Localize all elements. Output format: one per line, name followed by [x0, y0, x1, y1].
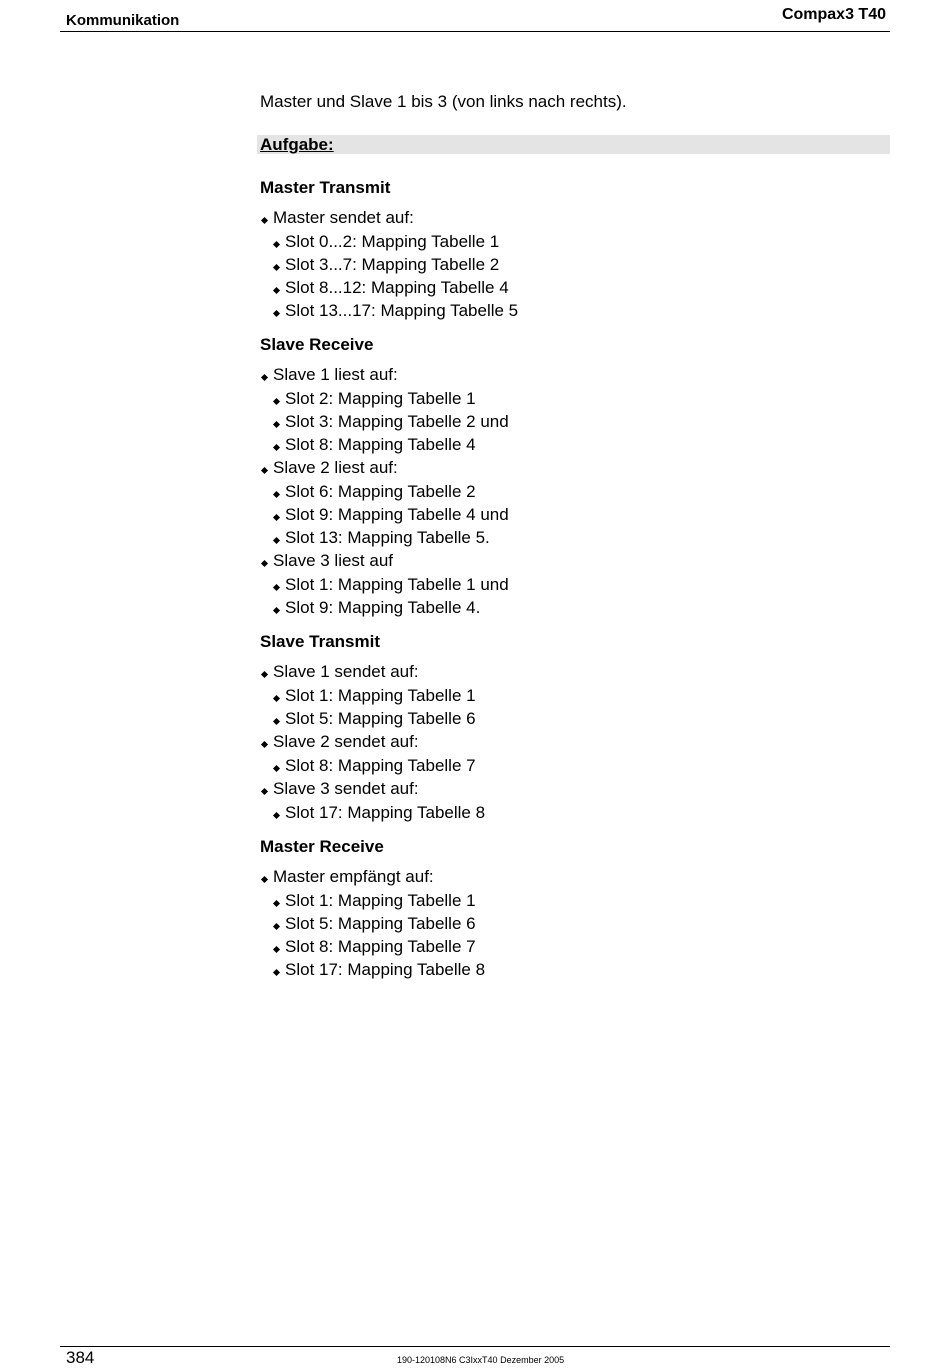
task-heading: Aufgabe:: [260, 135, 334, 154]
header-section-title: Kommunikation: [66, 12, 180, 29]
sub-bullet-list: [260, 803, 890, 823]
sub-list-item: [272, 937, 890, 957]
sub-list-item-text: Slot 8: Mapping Tabelle 4: [285, 435, 476, 454]
sub-list-item-text: Slot 17: Mapping Tabelle 8: [285, 803, 486, 822]
diamond-bullet-icon: [273, 513, 280, 520]
bullet-list: [260, 867, 890, 980]
bullet-list: [260, 365, 890, 618]
sub-list-item-text: Slot 13...17: Mapping Tabelle 5: [285, 301, 519, 320]
diamond-bullet-icon: [273, 968, 280, 975]
sub-list-item-text: Slot 8...12: Mapping Tabelle 4: [285, 278, 509, 297]
diamond-bullet-icon: [273, 922, 280, 929]
sub-list-item-text: Slot 2: Mapping Tabelle 1: [285, 389, 476, 408]
sub-list-item-text: Slot 3...7: Mapping Tabelle 2: [285, 255, 500, 274]
diamond-bullet-icon: [273, 240, 280, 247]
header-product-title: Compax3 T40: [781, 6, 886, 23]
diamond-bullet-icon: [273, 583, 280, 590]
section-title: Slave Transmit: [260, 632, 381, 651]
sub-list-item: [272, 255, 890, 275]
sub-list-item: [272, 278, 890, 298]
sub-bullet-list: [260, 482, 890, 548]
list-item: [260, 551, 890, 618]
diamond-bullet-icon: [273, 717, 280, 724]
document-id: 190-120108N6 C3IxxT40 Dezember 2005: [397, 1355, 565, 1365]
page-number: 384: [66, 1348, 95, 1367]
diamond-bullet-icon: [273, 694, 280, 701]
sub-list-item: [272, 891, 890, 911]
diamond-bullet-icon: [273, 286, 280, 293]
diamond-bullet-icon: [261, 216, 268, 223]
sub-list-item-text: Slot 17: Mapping Tabelle 8: [285, 960, 486, 979]
sub-list-item-text: Slot 5: Mapping Tabelle 6: [285, 914, 476, 933]
diamond-bullet-icon: [273, 309, 280, 316]
sub-list-item-text: Slot 6: Mapping Tabelle 2: [285, 482, 476, 501]
intro-text: Master und Slave 1 bis 3 (von links nach rechts).: [260, 92, 627, 111]
list-item-text: Slave 1 sendet auf:: [273, 662, 419, 681]
sub-list-item-text: Slot 8: Mapping Tabelle 7: [285, 756, 476, 775]
sub-list-item-text: Slot 1: Mapping Tabelle 1: [285, 891, 476, 910]
sub-list-item-text: Slot 13: Mapping Tabelle 5.: [285, 528, 490, 547]
sub-bullet-list: [260, 686, 890, 729]
diamond-bullet-icon: [273, 420, 280, 427]
sub-list-item: [272, 914, 890, 934]
list-item-text: Slave 3 sendet auf:: [273, 779, 419, 798]
list-item-text: Slave 3 liest auf: [273, 551, 394, 570]
diamond-bullet-icon: [261, 670, 268, 677]
diamond-bullet-icon: [273, 606, 280, 613]
diamond-bullet-icon: [273, 945, 280, 952]
diamond-bullet-icon: [261, 740, 268, 747]
sub-list-item: [272, 598, 890, 618]
diamond-bullet-icon: [261, 373, 268, 380]
diamond-bullet-icon: [273, 899, 280, 906]
list-item: [260, 208, 890, 321]
diamond-bullet-icon: [261, 559, 268, 566]
sub-list-item: [272, 960, 890, 980]
diamond-bullet-icon: [273, 811, 280, 818]
diamond-bullet-icon: [261, 787, 268, 794]
sub-list-item: [272, 232, 890, 252]
sub-list-item: [272, 575, 890, 595]
sub-bullet-list: [260, 891, 890, 980]
sub-list-item: [272, 389, 890, 409]
diamond-bullet-icon: [261, 466, 268, 473]
sections-container: [260, 178, 890, 980]
sub-list-item: [272, 482, 890, 502]
header-divider: [60, 31, 890, 32]
sub-list-item-text: Slot 5: Mapping Tabelle 6: [285, 709, 476, 728]
sub-bullet-list: [260, 389, 890, 455]
sub-list-item-text: Slot 9: Mapping Tabelle 4.: [285, 598, 481, 617]
list-item: [260, 732, 890, 776]
sub-list-item: [272, 528, 890, 548]
sub-list-item-text: Slot 1: Mapping Tabelle 1 und: [285, 575, 509, 594]
diamond-bullet-icon: [273, 263, 280, 270]
diamond-bullet-icon: [273, 764, 280, 771]
sub-list-item: [272, 505, 890, 525]
bullet-list: [260, 208, 890, 321]
list-item-text: Slave 1 liest auf:: [273, 365, 398, 384]
list-item-text: Slave 2 sendet auf:: [273, 732, 419, 751]
sub-list-item-text: Slot 8: Mapping Tabelle 7: [285, 937, 476, 956]
sub-list-item: [272, 412, 890, 432]
sub-list-item: [272, 301, 890, 321]
footer-divider: [60, 1346, 890, 1347]
sub-list-item: [272, 709, 890, 729]
list-item-text: Master empfängt auf:: [273, 867, 434, 886]
sub-list-item-text: Slot 0...2: Mapping Tabelle 1: [285, 232, 500, 251]
sub-list-item: [272, 435, 890, 455]
diamond-bullet-icon: [273, 397, 280, 404]
sub-bullet-list: [260, 232, 890, 321]
diamond-bullet-icon: [261, 875, 268, 882]
list-item: [260, 365, 890, 455]
sub-list-item-text: Slot 3: Mapping Tabelle 2 und: [285, 412, 509, 431]
list-item: [260, 662, 890, 729]
page-content: [260, 92, 890, 983]
sub-bullet-list: [260, 575, 890, 618]
sub-list-item-text: Slot 1: Mapping Tabelle 1: [285, 686, 476, 705]
list-item-text: Master sendet auf:: [273, 208, 414, 227]
section-title: Master Transmit: [260, 178, 391, 197]
list-item: [260, 867, 890, 980]
task-heading-bar: [257, 135, 890, 154]
diamond-bullet-icon: [273, 443, 280, 450]
sub-list-item: [272, 756, 890, 776]
sub-list-item: [272, 803, 890, 823]
list-item: [260, 779, 890, 823]
sub-list-item: [272, 686, 890, 706]
bullet-list: [260, 662, 890, 823]
section-title: Master Receive: [260, 837, 384, 856]
diamond-bullet-icon: [273, 536, 280, 543]
list-item-text: Slave 2 liest auf:: [273, 458, 398, 477]
diamond-bullet-icon: [273, 490, 280, 497]
list-item: [260, 458, 890, 548]
sub-bullet-list: [260, 756, 890, 776]
section-title: Slave Receive: [260, 335, 374, 354]
sub-list-item-text: Slot 9: Mapping Tabelle 4 und: [285, 505, 509, 524]
